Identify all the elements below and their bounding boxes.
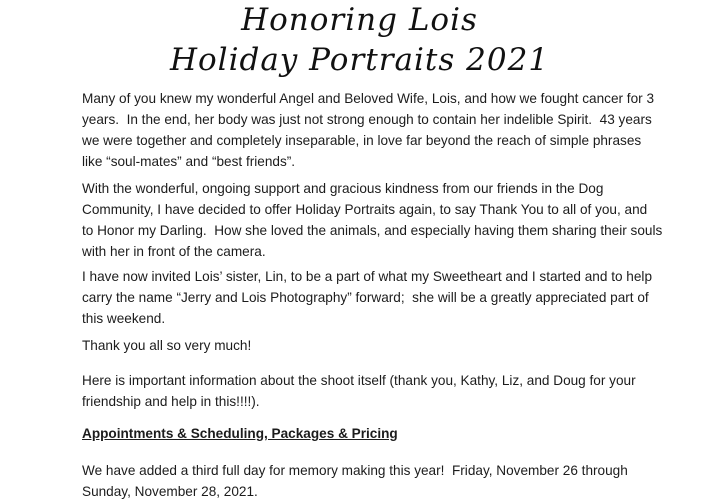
text-line: years. In the end, her body was just not strong enough to contain her indelible Spirit. 43 years — [82, 112, 652, 127]
text-line: friendship and help in this!!!!). — [82, 394, 260, 409]
paragraph-sister — [82, 266, 652, 329]
text-line: Many of you knew my wonderful Angel and Beloved Wife, Lois, and how we fought cancer for 3 — [82, 91, 655, 106]
section-heading-appointments: Appointments & Scheduling, Packages & Pricing — [82, 426, 398, 441]
text-line: We have added a third full day for memory making this year! Friday, November 26 through — [82, 463, 628, 478]
paragraph-intro — [82, 88, 654, 172]
text-line: carry the name “Jerry and Lois Photography” forward; she will be a greatly appreciated part of — [82, 290, 649, 305]
text-line: Thank you all so very much! — [82, 338, 252, 353]
text-line: Here is important information about the shoot itself (thank you, Kathy, Liz, and Doug for your — [82, 373, 636, 388]
text-line: like “soul-mates” and “best friends”. — [82, 154, 296, 169]
text-line: we were together and completely inseparable, in love far beyond the reach of simple phrases — [82, 133, 642, 148]
text-line: with her in front of the camera. — [82, 244, 266, 259]
text-line: Community, I have decided to offer Holiday Portraits again, to say Thank You to all of you, and — [82, 202, 648, 217]
text-line: I have now invited Lois’ sister, Lin, to be a part of what my Sweetheart and I started and to help — [82, 269, 653, 284]
paragraph-dates — [82, 460, 628, 500]
paragraph-shoot-info — [82, 370, 636, 412]
paragraph-support — [82, 178, 662, 262]
text-line: this weekend. — [82, 311, 166, 326]
text-line: With the wonderful, ongoing support and gracious kindness from our friends in the Dog — [82, 181, 604, 196]
document-title-line-1: Honoring Lois — [241, 2, 478, 38]
document-title-line-2: Holiday Portraits 2021 — [169, 42, 550, 78]
paragraph-thanks — [82, 335, 251, 356]
text-line: to Honor my Darling. How she loved the animals, and especially having them sharing their souls — [82, 223, 663, 238]
text-line: Sunday, November 28, 2021. — [82, 484, 258, 499]
